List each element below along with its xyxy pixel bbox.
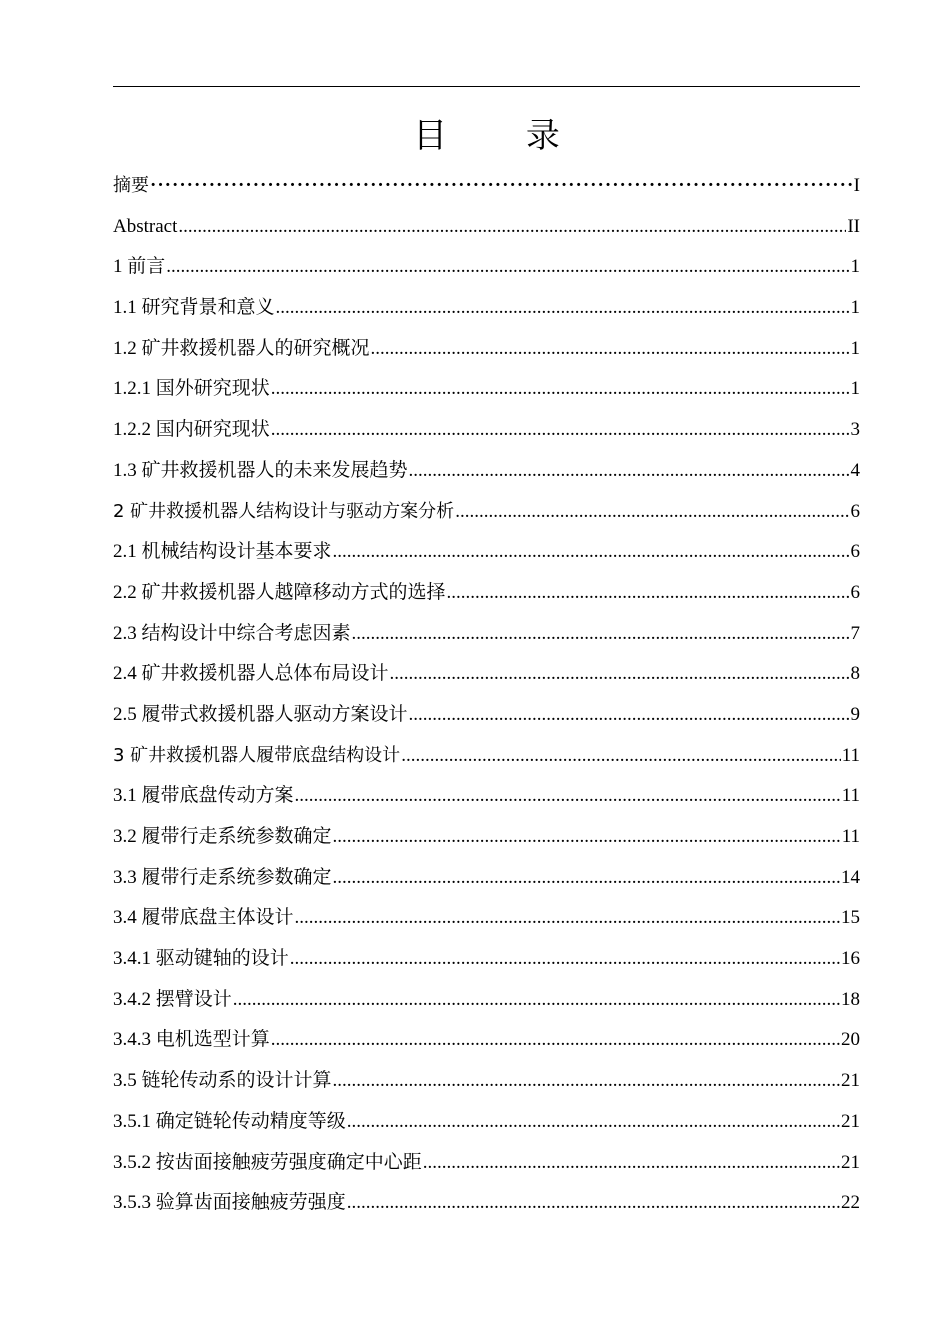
toc-entry[interactable] <box>113 1143 860 1184</box>
toc-entry[interactable] <box>113 573 860 614</box>
toc-entry[interactable] <box>113 369 860 410</box>
toc-entry[interactable] <box>113 736 860 777</box>
toc-entry-leader <box>401 736 841 777</box>
toc-entry-label: 3.5 链轮传动系的设计计算 <box>113 1070 332 1092</box>
toc-entry-page: 15 <box>841 907 860 929</box>
toc-entry[interactable] <box>113 776 860 817</box>
toc-entry-page: I <box>853 175 860 196</box>
toc-entry-page: 21 <box>841 1070 860 1092</box>
toc-entry[interactable] <box>113 1020 860 1061</box>
toc-entry-label: 3 矿井救援机器人履带底盘结构设计 <box>113 744 401 766</box>
toc-entry[interactable] <box>113 654 860 695</box>
toc-entry-page: 1 <box>850 378 860 400</box>
toc-entry[interactable] <box>113 207 860 248</box>
toc-entry-page: 3 <box>850 419 860 441</box>
toc-entry[interactable] <box>113 898 860 939</box>
toc-entry-label: 2.1 机械结构设计基本要求 <box>113 541 332 563</box>
toc-entry-label: 3.3 履带行走系统参数确定 <box>113 866 332 888</box>
toc-entry-leader <box>333 1061 840 1102</box>
toc-entry-page: 21 <box>841 1110 860 1132</box>
toc-entry-leader <box>276 288 850 329</box>
toc-entry-label: 摘要 <box>113 175 149 196</box>
toc-entry-page: 6 <box>850 541 860 563</box>
toc-entry-leader <box>409 451 850 492</box>
toc-entry-label: 3.4.3 电机选型计算 <box>113 1029 270 1051</box>
toc-entry-label: 1.2.2 国内研究现状 <box>113 419 270 441</box>
toc-entry-leader <box>423 1143 840 1184</box>
toc-entry[interactable] <box>113 939 860 980</box>
toc-entry-leader <box>333 858 840 899</box>
toc-entry-label: 2.2 矿井救援机器人越障移动方式的选择 <box>113 581 446 603</box>
toc-entry[interactable] <box>113 410 860 451</box>
toc-entry-leader <box>271 410 850 451</box>
toc-entry-leader <box>233 980 840 1021</box>
toc-entry-leader <box>271 369 850 410</box>
toc-entry-page: 20 <box>841 1029 860 1051</box>
toc-entry[interactable] <box>113 247 860 288</box>
page-title: 目 录 <box>413 116 594 156</box>
toc-entry-label: 3.5.2 按齿面接触疲劳强度确定中心距 <box>113 1151 422 1173</box>
toc-entry-label: 1.3 矿井救援机器人的未来发展趋势 <box>113 459 408 481</box>
toc-entry-leader <box>455 492 849 533</box>
toc-entry-label: 2.5 履带式救援机器人驱动方案设计 <box>113 703 408 725</box>
toc-entry[interactable] <box>113 451 860 492</box>
toc-entry-label: Abstract <box>113 215 178 237</box>
toc-entry-page: 6 <box>850 581 860 603</box>
toc-entry-leader <box>295 776 841 817</box>
toc-entry-page: 1 <box>850 337 860 359</box>
toc-entry-label: 3.4 履带底盘主体设计 <box>113 907 294 929</box>
toc-entry[interactable] <box>113 329 860 370</box>
toc-entry-label: 2.4 矿井救援机器人总体布局设计 <box>113 663 389 685</box>
toc-entry[interactable] <box>113 166 860 207</box>
toc-entry-page: II <box>847 215 860 237</box>
toc-entry-page: 11 <box>841 785 860 807</box>
toc-entry-label: 3.1 履带底盘传动方案 <box>113 785 294 807</box>
toc-entry[interactable] <box>113 288 860 329</box>
toc-entry-leader <box>371 329 850 370</box>
header-rule <box>113 86 860 87</box>
toc-entry-leader <box>447 573 850 614</box>
toc-entry[interactable] <box>113 1061 860 1102</box>
toc-entry-page: 22 <box>841 1192 860 1214</box>
toc-entry[interactable] <box>113 817 860 858</box>
table-of-contents <box>113 166 860 1224</box>
toc-entry-page: 11 <box>841 744 860 766</box>
toc-entry-leader <box>271 1020 840 1061</box>
toc-entry-label: 3.2 履带行走系统参数确定 <box>113 826 332 847</box>
toc-entry-leader <box>347 1183 840 1224</box>
toc-entry-label: 1.2 矿井救援机器人的研究概况 <box>113 337 370 359</box>
toc-entry-leader <box>352 614 850 655</box>
toc-entry-leader <box>295 898 840 939</box>
toc-entry[interactable] <box>113 532 860 573</box>
toc-entry-leader <box>290 939 840 980</box>
toc-entry-leader <box>409 695 850 736</box>
toc-entry-page: 9 <box>850 703 860 725</box>
toc-entry-label: 2 矿井救援机器人结构设计与驱动方案分析 <box>113 500 455 522</box>
toc-entry-leader <box>178 207 846 248</box>
toc-entry-leader <box>166 247 849 288</box>
toc-entry[interactable] <box>113 858 860 899</box>
toc-entry-label: 3.5.1 确定链轮传动精度等级 <box>113 1110 346 1132</box>
toc-entry-label: 3.4.1 驱动键轴的设计 <box>113 948 289 970</box>
toc-entry[interactable] <box>113 1183 860 1224</box>
toc-entry-leader <box>333 532 850 573</box>
toc-entry-page: 7 <box>850 622 860 644</box>
toc-entry[interactable] <box>113 980 860 1021</box>
toc-entry[interactable] <box>113 1102 860 1143</box>
toc-entry-page: 16 <box>841 948 860 970</box>
toc-entry-leader <box>347 1102 840 1143</box>
toc-entry-page: 18 <box>841 988 860 1010</box>
toc-entry-label: 3.5.3 验算齿面接触疲劳强度 <box>113 1192 346 1214</box>
toc-entry-page: 14 <box>841 866 860 888</box>
toc-entry-label: 1 前言 <box>113 256 166 278</box>
toc-entry-page: 1 <box>850 297 860 319</box>
toc-entry-label: 1.1 研究背景和意义 <box>113 297 275 319</box>
toc-entry[interactable] <box>113 492 860 533</box>
toc-entry-page: 21 <box>841 1151 860 1173</box>
toc-entry-page: 1 <box>850 256 860 278</box>
toc-entry-label: 3.4.2 摆臂设计 <box>113 988 232 1010</box>
toc-entry[interactable] <box>113 614 860 655</box>
toc-entry-page: 6 <box>850 500 860 522</box>
toc-entry-page: 11 <box>841 826 860 847</box>
toc-entry-page: 4 <box>850 459 860 481</box>
toc-entry-label: 1.2.1 国外研究现状 <box>113 378 270 400</box>
toc-entry-label: 2.3 结构设计中综合考虑因素 <box>113 622 351 644</box>
toc-entry-leader <box>390 654 850 695</box>
toc-entry-leader <box>150 166 853 207</box>
toc-entry-leader <box>333 817 841 858</box>
toc-entry-page: 8 <box>850 663 860 685</box>
toc-entry[interactable] <box>113 695 860 736</box>
